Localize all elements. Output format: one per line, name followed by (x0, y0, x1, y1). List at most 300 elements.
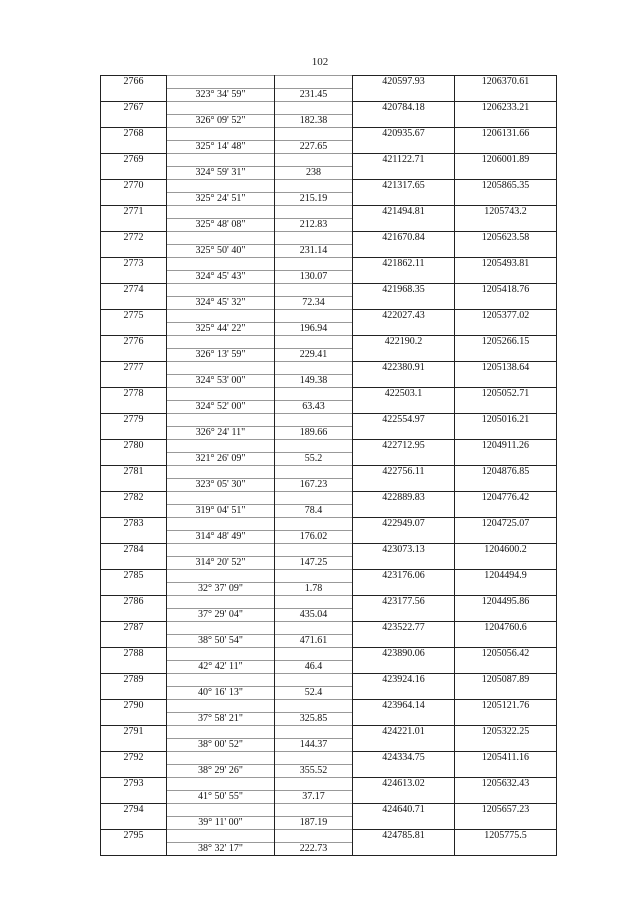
blank-distance-cell (275, 648, 353, 661)
point-row (101, 752, 557, 765)
blank-angle-cell (167, 206, 275, 219)
blank-angle-cell (167, 492, 275, 505)
x-coordinate-cell: 421670.84 (353, 232, 455, 245)
blank-distance-cell (275, 362, 353, 375)
y-coordinate-cell: 1205138.64 (455, 362, 557, 375)
point-row (101, 492, 557, 505)
blank-angle-cell (167, 76, 275, 89)
point-id-cell: 2767 (101, 102, 167, 115)
blank-y-cell (455, 427, 557, 440)
blank-point-cell (101, 141, 167, 154)
blank-angle-cell (167, 596, 275, 609)
x-coordinate-cell: 422027.43 (353, 310, 455, 323)
blank-distance-cell (275, 492, 353, 505)
blank-angle-cell (167, 284, 275, 297)
blank-distance-cell (275, 726, 353, 739)
blank-point-cell (101, 765, 167, 778)
bearing-angle-cell: 326° 09' 52" (167, 115, 275, 128)
point-row (101, 284, 557, 297)
blank-point-cell (101, 791, 167, 804)
bearing-angle-cell: 321° 26' 09" (167, 453, 275, 466)
segment-row (101, 401, 557, 414)
blank-distance-cell (275, 232, 353, 245)
point-id-cell: 2777 (101, 362, 167, 375)
y-coordinate-cell: 1205418.76 (455, 284, 557, 297)
y-coordinate-cell: 1205623.58 (455, 232, 557, 245)
blank-y-cell (455, 661, 557, 674)
blank-point-cell (101, 583, 167, 596)
x-coordinate-cell: 424221.01 (353, 726, 455, 739)
point-id-cell: 2789 (101, 674, 167, 687)
point-id-cell: 2791 (101, 726, 167, 739)
distance-cell: 227.65 (275, 141, 353, 154)
x-coordinate-cell: 420784.18 (353, 102, 455, 115)
bearing-angle-cell: 37° 58' 21" (167, 713, 275, 726)
blank-y-cell (455, 635, 557, 648)
point-id-cell: 2774 (101, 284, 167, 297)
point-row (101, 258, 557, 271)
bearing-angle-cell: 42° 42' 11" (167, 661, 275, 674)
x-coordinate-cell: 422949.07 (353, 518, 455, 531)
blank-distance-cell (275, 466, 353, 479)
bearing-angle-cell: 325° 14' 48" (167, 141, 275, 154)
blank-angle-cell (167, 830, 275, 843)
point-id-cell: 2787 (101, 622, 167, 635)
bearing-angle-cell: 40° 16' 13" (167, 687, 275, 700)
blank-angle-cell (167, 778, 275, 791)
y-coordinate-cell: 1204495.86 (455, 596, 557, 609)
distance-cell: 46.4 (275, 661, 353, 674)
x-coordinate-cell: 424785.81 (353, 830, 455, 843)
segment-row (101, 583, 557, 596)
y-coordinate-cell: 1205266.15 (455, 336, 557, 349)
blank-x-cell (353, 609, 455, 622)
blank-y-cell (455, 167, 557, 180)
blank-x-cell (353, 817, 455, 830)
distance-cell: 130.07 (275, 271, 353, 284)
blank-distance-cell (275, 102, 353, 115)
segment-row (101, 843, 557, 856)
x-coordinate-cell: 422712.95 (353, 440, 455, 453)
blank-y-cell (455, 271, 557, 284)
bearing-angle-cell: 324° 52' 00" (167, 401, 275, 414)
segment-row (101, 349, 557, 362)
blank-x-cell (353, 713, 455, 726)
blank-angle-cell (167, 700, 275, 713)
y-coordinate-cell: 1204725.07 (455, 518, 557, 531)
distance-cell: 176.02 (275, 531, 353, 544)
distance-cell: 238 (275, 167, 353, 180)
distance-cell: 355.52 (275, 765, 353, 778)
point-row (101, 206, 557, 219)
blank-distance-cell (275, 804, 353, 817)
x-coordinate-cell: 424640.71 (353, 804, 455, 817)
blank-x-cell (353, 167, 455, 180)
bearing-angle-cell: 326° 24' 11" (167, 427, 275, 440)
blank-angle-cell (167, 726, 275, 739)
y-coordinate-cell: 1205743.2 (455, 206, 557, 219)
blank-point-cell (101, 427, 167, 440)
blank-distance-cell (275, 336, 353, 349)
y-coordinate-cell: 1206233.21 (455, 102, 557, 115)
blank-distance-cell (275, 830, 353, 843)
blank-distance-cell (275, 700, 353, 713)
distance-cell: 182.38 (275, 115, 353, 128)
bearing-angle-cell: 314° 48' 49" (167, 531, 275, 544)
blank-x-cell (353, 115, 455, 128)
x-coordinate-cell: 423073.13 (353, 544, 455, 557)
point-row (101, 180, 557, 193)
distance-cell: 231.45 (275, 89, 353, 102)
segment-row (101, 765, 557, 778)
bearing-angle-cell: 39° 11' 00" (167, 817, 275, 830)
bearing-angle-cell: 38° 50' 54" (167, 635, 275, 648)
distance-cell: 231.14 (275, 245, 353, 258)
x-coordinate-cell: 422756.11 (353, 466, 455, 479)
point-id-cell: 2795 (101, 830, 167, 843)
blank-angle-cell (167, 362, 275, 375)
point-id-cell: 2788 (101, 648, 167, 661)
bearing-angle-cell: 323° 05' 30" (167, 479, 275, 492)
y-coordinate-cell: 1205016.21 (455, 414, 557, 427)
blank-angle-cell (167, 518, 275, 531)
blank-point-cell (101, 219, 167, 232)
blank-angle-cell (167, 466, 275, 479)
blank-point-cell (101, 453, 167, 466)
x-coordinate-cell: 424334.75 (353, 752, 455, 765)
x-coordinate-cell: 420597.93 (353, 76, 455, 89)
blank-point-cell (101, 661, 167, 674)
blank-distance-cell (275, 310, 353, 323)
point-id-cell: 2772 (101, 232, 167, 245)
point-row (101, 570, 557, 583)
blank-x-cell (353, 479, 455, 492)
blank-y-cell (455, 297, 557, 310)
x-coordinate-cell: 421494.81 (353, 206, 455, 219)
blank-y-cell (455, 817, 557, 830)
blank-y-cell (455, 739, 557, 752)
blank-y-cell (455, 791, 557, 804)
blank-distance-cell (275, 544, 353, 557)
blank-point-cell (101, 531, 167, 544)
y-coordinate-cell: 1205121.76 (455, 700, 557, 713)
blank-x-cell (353, 661, 455, 674)
point-row (101, 466, 557, 479)
blank-x-cell (353, 245, 455, 258)
blank-point-cell (101, 115, 167, 128)
blank-distance-cell (275, 778, 353, 791)
blank-point-cell (101, 401, 167, 414)
blank-x-cell (353, 583, 455, 596)
y-coordinate-cell: 1204776.42 (455, 492, 557, 505)
x-coordinate-cell: 423522.77 (353, 622, 455, 635)
segment-row (101, 609, 557, 622)
point-id-cell: 2778 (101, 388, 167, 401)
blank-distance-cell (275, 596, 353, 609)
blank-angle-cell (167, 310, 275, 323)
x-coordinate-cell: 422889.83 (353, 492, 455, 505)
blank-y-cell (455, 141, 557, 154)
blank-y-cell (455, 453, 557, 466)
y-coordinate-cell: 1205377.02 (455, 310, 557, 323)
segment-row (101, 635, 557, 648)
point-row (101, 622, 557, 635)
segment-row (101, 557, 557, 570)
x-coordinate-cell: 422190.2 (353, 336, 455, 349)
blank-angle-cell (167, 336, 275, 349)
x-coordinate-cell: 420935.67 (353, 128, 455, 141)
distance-cell: 149.38 (275, 375, 353, 388)
bearing-angle-cell: 324° 45' 32" (167, 297, 275, 310)
distance-cell: 78.4 (275, 505, 353, 518)
blank-point-cell (101, 323, 167, 336)
point-row (101, 76, 557, 89)
blank-point-cell (101, 89, 167, 102)
distance-cell: 37.17 (275, 791, 353, 804)
x-coordinate-cell: 423964.14 (353, 700, 455, 713)
distance-cell: 147.25 (275, 557, 353, 570)
blank-distance-cell (275, 284, 353, 297)
blank-angle-cell (167, 414, 275, 427)
blank-y-cell (455, 219, 557, 232)
segment-row (101, 323, 557, 336)
blank-point-cell (101, 843, 167, 856)
y-coordinate-cell: 1206001.89 (455, 154, 557, 167)
blank-point-cell (101, 349, 167, 362)
blank-angle-cell (167, 622, 275, 635)
point-row (101, 440, 557, 453)
blank-x-cell (353, 453, 455, 466)
blank-point-cell (101, 375, 167, 388)
x-coordinate-cell: 421862.11 (353, 258, 455, 271)
blank-x-cell (353, 193, 455, 206)
point-row (101, 232, 557, 245)
segment-row (101, 271, 557, 284)
y-coordinate-cell: 1205322.25 (455, 726, 557, 739)
point-row (101, 674, 557, 687)
distance-cell: 189.66 (275, 427, 353, 440)
point-id-cell: 2790 (101, 700, 167, 713)
blank-point-cell (101, 297, 167, 310)
x-coordinate-cell: 422503.1 (353, 388, 455, 401)
blank-distance-cell (275, 570, 353, 583)
point-row (101, 154, 557, 167)
blank-y-cell (455, 323, 557, 336)
segment-row (101, 297, 557, 310)
blank-angle-cell (167, 232, 275, 245)
blank-distance-cell (275, 674, 353, 687)
point-row (101, 310, 557, 323)
point-id-cell: 2781 (101, 466, 167, 479)
blank-point-cell (101, 479, 167, 492)
x-coordinate-cell: 421317.65 (353, 180, 455, 193)
blank-x-cell (353, 635, 455, 648)
blank-point-cell (101, 271, 167, 284)
blank-x-cell (353, 505, 455, 518)
point-row (101, 700, 557, 713)
bearing-angle-cell: 323° 34' 59" (167, 89, 275, 102)
blank-distance-cell (275, 206, 353, 219)
blank-angle-cell (167, 440, 275, 453)
blank-point-cell (101, 245, 167, 258)
bearing-angle-cell: 32° 37' 09" (167, 583, 275, 596)
distance-cell: 222.73 (275, 843, 353, 856)
blank-point-cell (101, 609, 167, 622)
blank-point-cell (101, 739, 167, 752)
point-row (101, 388, 557, 401)
bearing-angle-cell: 38° 29' 26" (167, 765, 275, 778)
y-coordinate-cell: 1204911.26 (455, 440, 557, 453)
blank-x-cell (353, 349, 455, 362)
distance-cell: 1.78 (275, 583, 353, 596)
point-row (101, 336, 557, 349)
blank-distance-cell (275, 440, 353, 453)
bearing-angle-cell: 326° 13' 59" (167, 349, 275, 362)
blank-x-cell (353, 89, 455, 102)
blank-distance-cell (275, 388, 353, 401)
bearing-angle-cell: 319° 04' 51" (167, 505, 275, 518)
point-row (101, 128, 557, 141)
blank-y-cell (455, 245, 557, 258)
blank-x-cell (353, 687, 455, 700)
segment-row (101, 193, 557, 206)
blank-distance-cell (275, 154, 353, 167)
blank-x-cell (353, 375, 455, 388)
point-id-cell: 2786 (101, 596, 167, 609)
blank-angle-cell (167, 752, 275, 765)
y-coordinate-cell: 1205632.43 (455, 778, 557, 791)
x-coordinate-cell: 423890.06 (353, 648, 455, 661)
blank-y-cell (455, 713, 557, 726)
blank-y-cell (455, 479, 557, 492)
segment-row (101, 219, 557, 232)
y-coordinate-cell: 1205087.89 (455, 674, 557, 687)
segment-row (101, 427, 557, 440)
y-coordinate-cell: 1204600.2 (455, 544, 557, 557)
y-coordinate-cell: 1205052.71 (455, 388, 557, 401)
segment-row (101, 531, 557, 544)
blank-angle-cell (167, 544, 275, 557)
blank-distance-cell (275, 128, 353, 141)
distance-cell: 63.43 (275, 401, 353, 414)
blank-y-cell (455, 349, 557, 362)
point-id-cell: 2793 (101, 778, 167, 791)
segment-row (101, 453, 557, 466)
blank-x-cell (353, 557, 455, 570)
blank-angle-cell (167, 102, 275, 115)
blank-y-cell (455, 89, 557, 102)
blank-distance-cell (275, 518, 353, 531)
segment-row (101, 375, 557, 388)
bearing-angle-cell: 38° 00' 52" (167, 739, 275, 752)
segment-row (101, 141, 557, 154)
blank-distance-cell (275, 752, 353, 765)
point-row (101, 830, 557, 843)
bearing-angle-cell: 314° 20' 52" (167, 557, 275, 570)
x-coordinate-cell: 423176.06 (353, 570, 455, 583)
point-row (101, 726, 557, 739)
distance-cell: 212.83 (275, 219, 353, 232)
y-coordinate-cell: 1205865.35 (455, 180, 557, 193)
distance-cell: 435.04 (275, 609, 353, 622)
blank-y-cell (455, 505, 557, 518)
distance-cell: 471.61 (275, 635, 353, 648)
distance-cell: 167.23 (275, 479, 353, 492)
point-id-cell: 2773 (101, 258, 167, 271)
point-row (101, 544, 557, 557)
blank-point-cell (101, 557, 167, 570)
y-coordinate-cell: 1206370.61 (455, 76, 557, 89)
blank-point-cell (101, 167, 167, 180)
point-row (101, 414, 557, 427)
segment-row (101, 817, 557, 830)
point-id-cell: 2785 (101, 570, 167, 583)
blank-point-cell (101, 193, 167, 206)
distance-cell: 55.2 (275, 453, 353, 466)
blank-point-cell (101, 687, 167, 700)
blank-x-cell (353, 401, 455, 414)
blank-y-cell (455, 557, 557, 570)
bearing-angle-cell: 324° 53' 00" (167, 375, 275, 388)
y-coordinate-cell: 1204760.6 (455, 622, 557, 635)
y-coordinate-cell: 1204494.9 (455, 570, 557, 583)
point-id-cell: 2766 (101, 76, 167, 89)
blank-y-cell (455, 401, 557, 414)
blank-y-cell (455, 375, 557, 388)
distance-cell: 229.41 (275, 349, 353, 362)
point-row (101, 362, 557, 375)
blank-y-cell (455, 531, 557, 544)
blank-x-cell (353, 219, 455, 232)
segment-row (101, 505, 557, 518)
distance-cell: 325.85 (275, 713, 353, 726)
point-id-cell: 2775 (101, 310, 167, 323)
y-coordinate-cell: 1204876.85 (455, 466, 557, 479)
blank-point-cell (101, 635, 167, 648)
point-id-cell: 2771 (101, 206, 167, 219)
distance-cell: 196.94 (275, 323, 353, 336)
segment-row (101, 661, 557, 674)
point-id-cell: 2780 (101, 440, 167, 453)
point-row (101, 648, 557, 661)
blank-angle-cell (167, 804, 275, 817)
point-row (101, 518, 557, 531)
y-coordinate-cell: 1205411.16 (455, 752, 557, 765)
survey-table-body (101, 76, 557, 856)
segment-row (101, 739, 557, 752)
point-id-cell: 2794 (101, 804, 167, 817)
point-id-cell: 2792 (101, 752, 167, 765)
segment-row (101, 713, 557, 726)
segment-row (101, 687, 557, 700)
blank-x-cell (353, 843, 455, 856)
point-row (101, 804, 557, 817)
bearing-angle-cell: 325° 48' 08" (167, 219, 275, 232)
blank-distance-cell (275, 414, 353, 427)
blank-x-cell (353, 765, 455, 778)
bearing-angle-cell: 325° 44' 22" (167, 323, 275, 336)
bearing-angle-cell: 325° 50' 40" (167, 245, 275, 258)
blank-angle-cell (167, 180, 275, 193)
distance-cell: 215.19 (275, 193, 353, 206)
blank-angle-cell (167, 648, 275, 661)
segment-row (101, 791, 557, 804)
page-number: 102 (311, 56, 329, 68)
blank-distance-cell (275, 180, 353, 193)
distance-cell: 187.19 (275, 817, 353, 830)
blank-angle-cell (167, 570, 275, 583)
x-coordinate-cell: 423924.16 (353, 674, 455, 687)
